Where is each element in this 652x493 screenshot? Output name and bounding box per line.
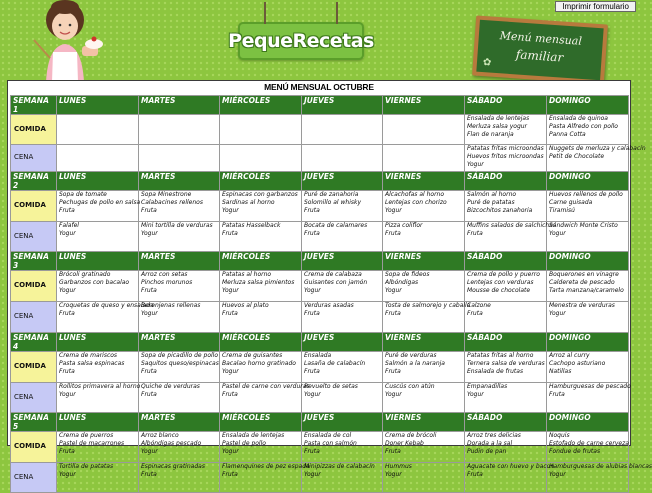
chef-illustration bbox=[20, 0, 110, 82]
dish-text: Fruta bbox=[385, 309, 401, 317]
dish-text: Saquitos queso/espinacas bbox=[141, 359, 219, 367]
day-header: DOMINGO bbox=[547, 333, 629, 352]
cena-cell[interactable] bbox=[547, 222, 629, 252]
dish-text: Ensalada de lentejas bbox=[222, 432, 285, 439]
dish-text: Fruta bbox=[222, 470, 238, 478]
cena-cell[interactable] bbox=[57, 383, 139, 413]
dish-text: Ensalada de frutas bbox=[467, 367, 524, 375]
cena-cell[interactable] bbox=[139, 222, 220, 252]
dish-text: Yogur bbox=[141, 229, 158, 237]
day-header: VIERNES bbox=[383, 172, 465, 191]
dish-text: Estofado de carne cerveza bbox=[549, 439, 629, 447]
day-header: DOMINGO bbox=[547, 172, 629, 191]
cena-label: CENA bbox=[11, 383, 57, 413]
dish-text: Calabacines rellenos bbox=[141, 198, 203, 206]
day-header: SÁBADO bbox=[465, 96, 547, 115]
dish-text: Pudin de pan bbox=[467, 447, 507, 455]
cena-cell[interactable] bbox=[220, 222, 302, 252]
cena-row bbox=[11, 145, 629, 172]
cena-label: CENA bbox=[11, 463, 57, 493]
dish-text: Menestra de verduras bbox=[549, 302, 615, 309]
day-header: VIERNES bbox=[383, 413, 465, 432]
day-header: JUEVES bbox=[302, 333, 383, 352]
dish-text: Rollitos primavera al horno bbox=[59, 383, 141, 390]
dish-text: Arroz tres delicias bbox=[467, 432, 521, 439]
comida-row bbox=[11, 352, 629, 383]
cena-cell[interactable] bbox=[547, 145, 646, 172]
week-header-row bbox=[11, 172, 629, 191]
dish-text: Tortilla de patatas bbox=[59, 463, 114, 470]
dish-text: Fruta bbox=[304, 447, 320, 455]
day-header: LUNES bbox=[57, 333, 139, 352]
comida-cell[interactable] bbox=[383, 432, 465, 463]
dish-text: Yogur bbox=[222, 206, 239, 214]
logo-text: PequeRecetas bbox=[228, 30, 374, 52]
week-header-row bbox=[11, 413, 629, 432]
comida-cell[interactable] bbox=[547, 352, 629, 383]
dish-text: Yogur bbox=[385, 470, 402, 478]
dish-text: Fruta bbox=[304, 367, 320, 375]
comida-cell[interactable] bbox=[465, 191, 547, 222]
dish-text: Pechugas de pollo en salsa bbox=[59, 198, 141, 206]
dish-text: Quiche de verduras bbox=[141, 383, 200, 390]
day-header: SÁBADO bbox=[465, 333, 547, 352]
dish-text: Guisantes con jamón bbox=[304, 278, 368, 286]
dish-text: Patatas al horno bbox=[222, 271, 272, 278]
comida-cell[interactable] bbox=[547, 191, 629, 222]
dish-text: Fruta bbox=[141, 390, 157, 398]
dish-text: Patatas fritas microondas bbox=[467, 145, 544, 152]
cena-cell[interactable] bbox=[383, 463, 465, 493]
leaf-icon: ✿ bbox=[482, 57, 492, 69]
header bbox=[0, 0, 640, 80]
dish-text: Fruta bbox=[222, 390, 238, 398]
dish-text: Merluza salsa pimientos bbox=[222, 278, 295, 286]
dish-text: Fruta bbox=[141, 367, 157, 375]
dish-text: Yogur bbox=[141, 447, 158, 455]
dish-text: Patatas fritas al horno bbox=[467, 352, 534, 359]
dish-text: Crema de calabaza bbox=[304, 271, 362, 278]
comida-row bbox=[11, 191, 629, 222]
cena-cell[interactable] bbox=[383, 222, 465, 252]
dish-text: Espinacas con garbanzos bbox=[222, 191, 298, 198]
dish-text: Sardinas al horno bbox=[222, 198, 275, 206]
dish-text: Fruta bbox=[59, 309, 75, 317]
dish-text: Fruta bbox=[304, 206, 320, 214]
dish-text: Fruta bbox=[222, 309, 238, 317]
dish-text: Flamenquines de pez espada bbox=[222, 463, 310, 470]
comida-cell[interactable] bbox=[57, 271, 139, 302]
dish-text: Sopa de picadillo de pollo bbox=[141, 352, 219, 359]
week-label: SEMANA 5 bbox=[11, 413, 57, 432]
hanging-string-left bbox=[264, 2, 266, 24]
dish-text: Sándwich Monte Cristo bbox=[549, 222, 618, 229]
cena-cell[interactable] bbox=[465, 463, 555, 493]
dish-text: Petit de Chocolate bbox=[549, 152, 605, 160]
day-header: JUEVES bbox=[302, 413, 383, 432]
day-header: SÁBADO bbox=[465, 172, 547, 191]
dish-text: Yogur bbox=[467, 160, 484, 168]
day-header: VIERNES bbox=[383, 333, 465, 352]
week-label: SEMANA 2 bbox=[11, 172, 57, 191]
cena-cell[interactable] bbox=[139, 463, 220, 493]
dish-text: Boquerones en vinagre bbox=[549, 271, 619, 278]
day-header: JUEVES bbox=[302, 172, 383, 191]
cena-row bbox=[11, 222, 629, 252]
day-header: VIERNES bbox=[383, 252, 465, 271]
dish-text: Crema de pollo y puerro bbox=[467, 271, 540, 278]
comida-cell[interactable] bbox=[220, 271, 302, 302]
dish-text: Mini tortilla de verduras bbox=[141, 222, 213, 229]
dish-text: Revuelto de setas bbox=[304, 383, 358, 390]
dish-text: Yogur bbox=[222, 367, 239, 375]
cena-cell[interactable] bbox=[57, 222, 139, 252]
dish-text: Pastel de carne con verduras bbox=[222, 383, 310, 390]
dish-text: Garbanzos con bacalao bbox=[59, 278, 130, 286]
dish-text: Puré de patatas bbox=[467, 198, 515, 206]
day-header: MIÉRCOLES bbox=[220, 413, 302, 432]
chalkboard-line-1: Menú mensual bbox=[499, 29, 583, 48]
dish-text: Ensalada de lentejas bbox=[467, 115, 530, 122]
cena-cell[interactable] bbox=[547, 302, 629, 333]
dish-text: Solomillo al whisky bbox=[304, 198, 362, 206]
dish-text: Fruta bbox=[59, 367, 75, 375]
comida-cell[interactable] bbox=[220, 191, 302, 222]
cena-cell[interactable] bbox=[139, 383, 220, 413]
comida-cell[interactable] bbox=[302, 352, 383, 383]
comida-cell[interactable] bbox=[383, 191, 465, 222]
cena-cell[interactable] bbox=[465, 222, 557, 252]
day-header: MARTES bbox=[139, 172, 220, 191]
cena-cell[interactable] bbox=[465, 302, 547, 333]
comida-label: COMIDA bbox=[11, 432, 57, 463]
dish-text: Fruta bbox=[304, 229, 320, 237]
comida-cell[interactable] bbox=[547, 271, 629, 302]
dish-text: Dorada a la sal bbox=[467, 439, 513, 447]
day-header: SÁBADO bbox=[465, 252, 547, 271]
dish-text: Arroz blanco bbox=[141, 432, 179, 439]
dish-text: Yogur bbox=[549, 470, 566, 478]
comida-cell[interactable] bbox=[547, 432, 629, 463]
dish-text: Bacalao horno gratinado bbox=[222, 359, 296, 367]
dish-text: Ensalada de col bbox=[304, 432, 352, 439]
comida-cell[interactable] bbox=[57, 191, 139, 222]
comida-cell[interactable] bbox=[220, 432, 302, 463]
dish-text: Brócoli gratinado bbox=[59, 271, 111, 278]
dish-text: Ensalada de quinoa bbox=[549, 115, 608, 122]
dish-text: Pasta con salmón bbox=[304, 439, 357, 447]
dish-text: Fruta bbox=[141, 206, 157, 214]
dish-text: Pizza coliflor bbox=[385, 222, 423, 229]
dish-text: Pasta Alfredo con pollo bbox=[549, 122, 618, 130]
dish-text: Sopa de fideos bbox=[385, 271, 430, 278]
week-label: SEMANA 3 bbox=[11, 252, 57, 271]
day-header: MARTES bbox=[139, 333, 220, 352]
comida-cell[interactable] bbox=[383, 271, 465, 302]
dish-text: Lentejas con chorizo bbox=[385, 198, 447, 206]
dish-text: Berenjenas rellenas bbox=[141, 302, 201, 309]
cena-cell[interactable] bbox=[302, 383, 383, 413]
menu-form bbox=[7, 80, 652, 481]
dish-text: Yogur bbox=[59, 286, 76, 294]
dish-text: Crema de mariscos bbox=[59, 352, 118, 359]
comida-cell[interactable] bbox=[220, 352, 302, 383]
cena-cell[interactable] bbox=[383, 145, 465, 172]
dish-text: Lentejas con verduras bbox=[467, 278, 534, 286]
dish-text: Yogur bbox=[385, 286, 402, 294]
comida-cell[interactable] bbox=[465, 271, 547, 302]
comida-cell[interactable] bbox=[139, 271, 220, 302]
dish-text: Yogur bbox=[59, 390, 76, 398]
week-header-row bbox=[11, 96, 629, 115]
dish-text: Minipizzas de calabacín bbox=[304, 463, 375, 470]
comida-cell[interactable] bbox=[383, 115, 465, 145]
dish-text: Yogur bbox=[304, 390, 321, 398]
dish-text: Fruta bbox=[222, 229, 238, 237]
comida-cell[interactable] bbox=[383, 352, 465, 383]
dish-text: Fruta bbox=[467, 309, 483, 317]
dish-text: Panna Cotta bbox=[549, 130, 586, 138]
dish-text: Yogur bbox=[59, 470, 76, 478]
menu-title: MENÚ MENSUAL OCTUBRE bbox=[264, 82, 374, 92]
dish-text: Pastel de macarrones bbox=[59, 439, 125, 447]
comida-row bbox=[11, 432, 629, 463]
cena-cell[interactable] bbox=[547, 383, 629, 413]
comida-cell[interactable] bbox=[57, 432, 139, 463]
comida-cell[interactable] bbox=[139, 191, 220, 222]
dish-text: Ternera salsa de verduras bbox=[467, 359, 545, 367]
dish-text: Aguacate con huevo y bacon bbox=[467, 463, 555, 470]
comida-cell[interactable] bbox=[139, 115, 220, 145]
dish-text: Merluza salsa yogur bbox=[467, 122, 528, 130]
dish-text: Crema de puerros bbox=[59, 432, 114, 439]
cena-cell[interactable] bbox=[383, 383, 465, 413]
dish-text: Huevos fritos microondas bbox=[467, 152, 544, 160]
dish-text: Croquetas de queso y ensalada bbox=[59, 302, 154, 309]
cena-row bbox=[11, 383, 629, 413]
dish-text: Fruta bbox=[141, 470, 157, 478]
dish-text: Fondue de frutas bbox=[549, 447, 601, 455]
dish-text: Pasta salsa espinacas bbox=[59, 359, 125, 367]
dish-text: Nuggets de merluza y calabacín bbox=[549, 145, 646, 152]
week-header-row bbox=[11, 333, 629, 352]
dish-text: Fruta bbox=[467, 470, 483, 478]
cena-cell[interactable] bbox=[383, 302, 471, 333]
dish-text: Yogur bbox=[59, 229, 76, 237]
cena-label: CENA bbox=[11, 222, 57, 252]
dish-text: Hamburguesas de pescado bbox=[549, 383, 631, 390]
comida-row bbox=[11, 271, 629, 302]
cena-cell[interactable] bbox=[220, 145, 302, 172]
comida-label: COMIDA bbox=[11, 115, 57, 145]
dish-text: Fruta bbox=[385, 367, 401, 375]
dish-text: Yogur bbox=[141, 309, 158, 317]
dish-text: Caldereta de pescado bbox=[549, 278, 615, 286]
comida-cell[interactable] bbox=[302, 115, 383, 145]
comida-cell[interactable] bbox=[465, 115, 547, 145]
day-header: VIERNES bbox=[383, 96, 465, 115]
dish-text: Pastel de pollo bbox=[222, 439, 266, 447]
day-header: LUNES bbox=[57, 96, 139, 115]
day-header: DOMINGO bbox=[547, 252, 629, 271]
dish-text: Cachopo asturiano bbox=[549, 359, 606, 367]
day-header: MIÉRCOLES bbox=[220, 172, 302, 191]
print-form-button[interactable]: Imprimir formulario bbox=[555, 1, 636, 12]
dish-text: Pinchos morunos bbox=[141, 278, 193, 286]
cena-cell[interactable] bbox=[220, 302, 302, 333]
dish-text: Yogur bbox=[385, 206, 402, 214]
dish-text: Fruta bbox=[385, 447, 401, 455]
dish-text: Flan de naranja bbox=[467, 130, 514, 138]
dish-text: Puré de verduras bbox=[385, 352, 437, 359]
comida-cell[interactable] bbox=[302, 191, 383, 222]
day-header: LUNES bbox=[57, 413, 139, 432]
dish-text: Albóndigas pescado bbox=[141, 439, 202, 447]
dish-text: Mousse de chocolate bbox=[467, 286, 531, 294]
comida-cell[interactable] bbox=[139, 352, 220, 383]
cena-cell[interactable] bbox=[302, 463, 383, 493]
dish-text: Fruta bbox=[141, 286, 157, 294]
cena-row bbox=[11, 463, 629, 493]
dish-text: Muffins salados de salchichas bbox=[467, 222, 557, 229]
dish-text: Tiramisú bbox=[549, 206, 575, 214]
comida-cell[interactable] bbox=[139, 432, 220, 463]
dish-text: Calzone bbox=[467, 302, 491, 309]
dish-text: Yogur bbox=[467, 390, 484, 398]
dish-text: Crema de brócoli bbox=[385, 432, 437, 439]
day-header: SÁBADO bbox=[465, 413, 547, 432]
dish-text: Noquis bbox=[549, 432, 570, 439]
cena-cell[interactable] bbox=[57, 463, 139, 493]
cena-cell[interactable] bbox=[57, 145, 139, 172]
day-header: MIÉRCOLES bbox=[220, 333, 302, 352]
dish-text: Arroz con setas bbox=[141, 271, 188, 278]
comida-cell[interactable] bbox=[547, 115, 629, 145]
cena-label: CENA bbox=[11, 302, 57, 333]
cena-label: CENA bbox=[11, 145, 57, 172]
dish-text: Ensalada bbox=[304, 352, 332, 359]
comida-row bbox=[11, 115, 629, 145]
dish-text: Yogur bbox=[549, 229, 566, 237]
day-header: LUNES bbox=[57, 252, 139, 271]
dish-text: Sopa Minestrone bbox=[141, 191, 192, 198]
cena-cell[interactable] bbox=[139, 302, 220, 333]
week-label: SEMANA 4 bbox=[11, 333, 57, 352]
cena-row bbox=[11, 302, 629, 333]
dish-text: Espinacas gratinadas bbox=[141, 463, 205, 470]
dish-text: Patatas Hasselback bbox=[222, 222, 281, 229]
cena-cell[interactable] bbox=[220, 463, 310, 493]
day-header: MARTES bbox=[139, 96, 220, 115]
day-header: JUEVES bbox=[302, 252, 383, 271]
cena-cell[interactable] bbox=[302, 222, 383, 252]
dish-text: Puré de zanahoria bbox=[304, 191, 359, 198]
dish-text: Bocata de calamares bbox=[304, 222, 368, 229]
menu-table bbox=[10, 95, 652, 493]
dish-text: Natillas bbox=[549, 367, 572, 375]
week-header-row bbox=[11, 252, 629, 271]
dish-text: Fruta bbox=[59, 447, 75, 455]
dish-text: Hamburguesas de alubias blancas bbox=[549, 463, 652, 470]
comida-cell[interactable] bbox=[465, 352, 547, 383]
cena-cell[interactable] bbox=[302, 145, 383, 172]
dish-text: Yogur bbox=[222, 286, 239, 294]
brand-logo[interactable] bbox=[228, 22, 374, 60]
day-header: DOMINGO bbox=[547, 96, 629, 115]
day-header: MARTES bbox=[139, 252, 220, 271]
dish-text: Yogur bbox=[549, 309, 566, 317]
dish-text: Yogur bbox=[304, 286, 321, 294]
comida-cell[interactable] bbox=[302, 432, 383, 463]
comida-cell[interactable] bbox=[57, 352, 139, 383]
dish-text: Crema de guisantes bbox=[222, 352, 283, 359]
comida-cell[interactable] bbox=[302, 271, 383, 302]
comida-cell[interactable] bbox=[220, 115, 302, 145]
dish-text: Bizcochitos zanahoria bbox=[467, 206, 533, 214]
cena-cell[interactable] bbox=[302, 302, 383, 333]
day-header: LUNES bbox=[57, 172, 139, 191]
week-label: SEMANA 1 bbox=[11, 96, 57, 115]
dish-text: Tosta de salmorejo y caballa bbox=[385, 302, 471, 309]
dish-text: Hummus bbox=[385, 463, 412, 470]
dish-text: Carne guisada bbox=[549, 198, 593, 206]
dish-text: Sopa de tomate bbox=[59, 191, 107, 198]
dish-text: Fruta bbox=[549, 390, 565, 398]
dish-text: Huevos rellenos de pollo bbox=[549, 191, 623, 198]
day-header: MARTES bbox=[139, 413, 220, 432]
cena-cell[interactable] bbox=[465, 383, 547, 413]
day-header: MIÉRCOLES bbox=[220, 252, 302, 271]
dish-text: Fruta bbox=[59, 206, 75, 214]
cena-cell[interactable] bbox=[139, 145, 220, 172]
dish-text: Yogur bbox=[222, 447, 239, 455]
dish-text: Alcachofas al horno bbox=[385, 191, 445, 198]
cena-cell[interactable] bbox=[220, 383, 310, 413]
day-header: MIÉRCOLES bbox=[220, 96, 302, 115]
hanging-string-right bbox=[336, 2, 338, 24]
dish-text: Salmón al horno bbox=[467, 191, 517, 198]
dish-text: Yogur bbox=[385, 390, 402, 398]
comida-cell[interactable] bbox=[57, 115, 139, 145]
dish-text: Verduras asadas bbox=[304, 302, 354, 309]
dish-text: Falafel bbox=[59, 222, 79, 229]
dish-text: Salmón a la naranja bbox=[385, 359, 445, 367]
cena-cell[interactable] bbox=[547, 463, 652, 493]
dish-text: Doner Kebab bbox=[385, 439, 424, 447]
dish-text: Empanadillas bbox=[467, 383, 508, 390]
day-header: JUEVES bbox=[302, 96, 383, 115]
dish-text: Albóndigas bbox=[385, 278, 419, 286]
monthly-menu-chalkboard bbox=[472, 15, 608, 84]
dish-text: Lasaña de calabacín bbox=[304, 359, 366, 367]
dish-text: Huevos al plato bbox=[222, 302, 269, 309]
cena-cell[interactable] bbox=[465, 145, 547, 172]
dish-text: Arroz al curry bbox=[549, 352, 590, 359]
dish-text: Cuscús con atún bbox=[385, 383, 435, 390]
dish-text: Tarta manzana/caramelo bbox=[549, 286, 624, 294]
comida-cell[interactable] bbox=[465, 432, 547, 463]
day-header: DOMINGO bbox=[547, 413, 629, 432]
dish-text: Fruta bbox=[467, 229, 483, 237]
dish-text: Yogur bbox=[304, 470, 321, 478]
comida-label: COMIDA bbox=[11, 191, 57, 222]
chalkboard-line-2: familiar bbox=[515, 47, 564, 65]
comida-label: COMIDA bbox=[11, 352, 57, 383]
comida-label: COMIDA bbox=[11, 271, 57, 302]
dish-text: Fruta bbox=[304, 309, 320, 317]
dish-text: Fruta bbox=[385, 229, 401, 237]
